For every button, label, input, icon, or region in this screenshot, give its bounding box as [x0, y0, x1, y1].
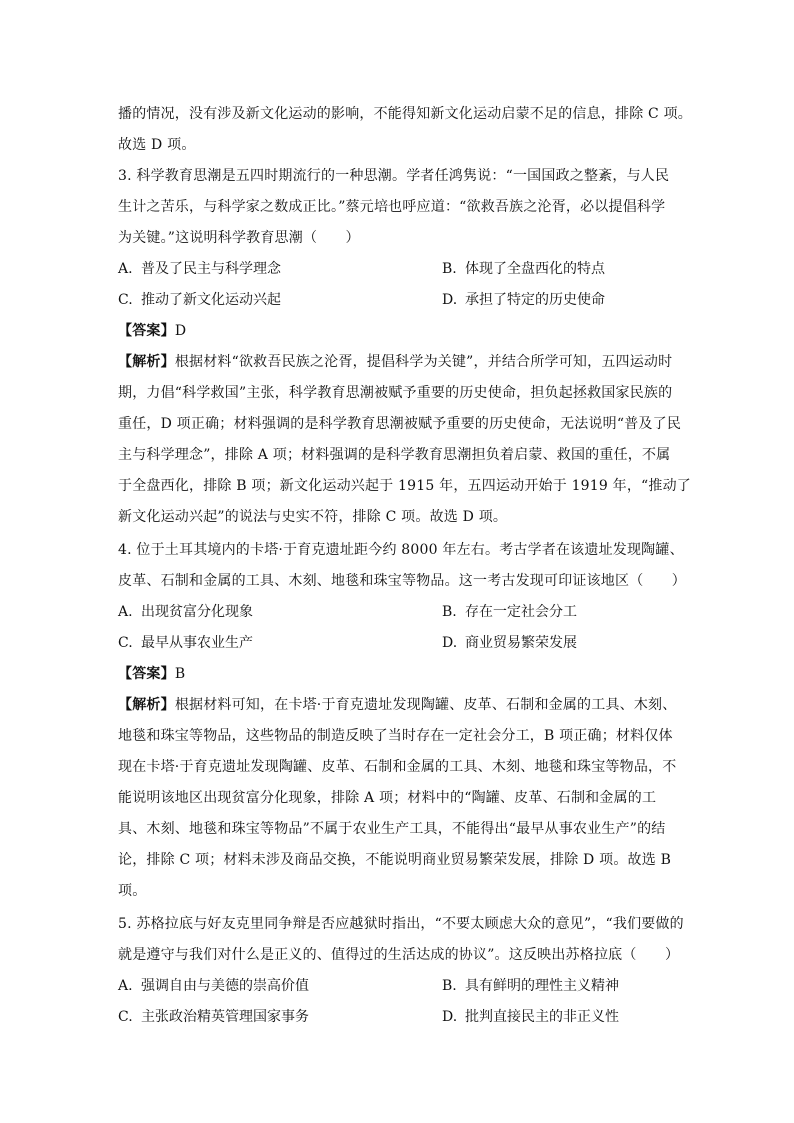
q4-option-b-letter: B. [442, 604, 457, 620]
q4-option-c-text: 最早从事农业生产 [141, 635, 253, 651]
q3-option-a-letter: A. [118, 261, 133, 277]
q4-option-c-letter: C. [118, 635, 133, 651]
q3-option-a-text: 普及了民主与科学理念 [141, 261, 281, 277]
q5-stem-line-2: 就是遵守与我们对什么是正义的、值得过的生活达成的协议”。这反映出苏格拉底（ ） [118, 947, 680, 963]
q3-analysis-line-1 [118, 354, 688, 370]
q4-option-d [442, 635, 577, 651]
q3-answer-label: 【答案】 [118, 323, 175, 339]
q3-option-c [118, 292, 281, 308]
q3-option-b [442, 261, 605, 277]
q3-option-b-letter: B. [442, 261, 457, 277]
q4-option-b-text: 存在一定社会分工 [465, 604, 577, 620]
q3-answer-value: D [174, 323, 187, 339]
q5-option-a [118, 978, 309, 994]
q4-option-a-letter: A. [118, 604, 133, 620]
q5-option-c-text: 主张政治精英管理国家事务 [141, 1009, 309, 1025]
q3-stem-line-1: 3. 科学教育思潮是五四时期流行的一种思潮。学者任鸿隽说：“一国国政之整紊，与人民 [118, 168, 670, 184]
q3-analysis-line-3: 重任，D 项正确；材料强调的是科学教育思潮被赋予重要的历史使命，无法说明“普及了民 [118, 416, 682, 432]
q4-option-a [118, 604, 253, 620]
q3-option-d-letter: D. [442, 292, 458, 308]
q5-option-d [442, 1009, 619, 1025]
prev-explanation-tail: 播的情况，没有涉及新文化运动的影响，不能得知新文化运动启蒙不足的信息，排除 C 项。 [118, 106, 693, 122]
q3-analysis-line-2: 期，力倡“科学救国”主张，科学教育思潮被赋予重要的历史使命，担负起拯救国家民族的 [118, 385, 673, 401]
q4-option-d-letter: D. [442, 635, 458, 651]
q3-option-a [118, 261, 281, 277]
q3-analysis-line-4: 主与科学理念”，排除 A 项；材料强调的是科学教育思潮担负着启蒙、救国的重任，不属 [118, 447, 671, 463]
q3-analysis-first: 根据材料“欲救吾民族之沦胥，提倡科学为关键”，并结合所学可知，五四运动时 [174, 354, 673, 370]
q3-analysis-line-5: 于全盘西化，排除 B 项；新文化运动兴起于 1915 年，五四运动开始于 1919 年，“推动了 [118, 478, 692, 494]
q4-analysis-line-7: 项。 [118, 883, 147, 899]
q4-analysis-line-5: 具、木刻、地毯和珠宝等物品”不属于农业生产工具，不能得出“最早从事农业生产”的结 [118, 821, 666, 837]
q4-analysis-first: 根据材料可知，在卡塔·于育克遗址发现陶罐、皮革、石制和金属的工具、木刻、 [174, 697, 677, 713]
q4-answer-label: 【答案】 [118, 666, 175, 682]
q3-option-c-text: 推动了新文化运动兴起 [141, 292, 281, 308]
q4-analysis-line-3: 现在卡塔·于育克遗址发现陶罐、皮革、石制和金属的工具、木刻、地毯和珠宝等物品，不 [118, 759, 677, 775]
q3-analysis-label: 【解析】 [118, 354, 175, 370]
q4-answer-value: B [174, 666, 186, 682]
q5-option-b-text: 具有鲜明的理性主义精神 [465, 978, 619, 994]
q3-stem-line-3: 为关键。”这说明科学教育思潮（ ） [118, 230, 360, 246]
q3-stem-line-2: 生计之苦乐，与科学家之数成正比。”蔡元培也呼应道：“欲救吾族之沦胥，必以提倡科学 [118, 199, 666, 215]
q5-option-c [118, 1009, 309, 1025]
q3-option-d-text: 承担了特定的历史使命 [465, 292, 605, 308]
q4-option-c [118, 635, 253, 651]
q5-option-d-letter: D. [442, 1009, 458, 1025]
q3-answer [118, 323, 688, 339]
q5-option-b [442, 978, 619, 994]
q4-stem-line-2: 皮革、石制和金属的工具、木刻、地毯和珠宝等物品。这一考古发现可印证该地区（ ） [118, 573, 686, 589]
q4-analysis-line-4: 能说明该地区出现贫富分化现象，排除 A 项；材料中的“陶罐、皮革、石制和金属的工 [118, 790, 657, 806]
q5-stem-line-1: 5. 苏格拉底与好友克里同争辩是否应越狱时指出，“不要太顾虑大众的意见”，“我们要做的 [118, 916, 684, 932]
q4-analysis-label: 【解析】 [118, 697, 175, 713]
q3-option-c-letter: C. [118, 292, 133, 308]
q5-option-a-text: 强调自由与美德的崇高价值 [141, 978, 309, 994]
q4-analysis-line-1 [118, 697, 688, 713]
q4-answer [118, 666, 688, 682]
q4-option-a-text: 出现贫富分化现象 [141, 604, 253, 620]
q5-option-c-letter: C. [118, 1009, 133, 1025]
q5-option-a-letter: A. [118, 978, 133, 994]
q3-option-b-text: 体现了全盘西化的特点 [465, 261, 605, 277]
q3-option-d [442, 292, 605, 308]
prev-conclusion: 故选 D 项。 [118, 137, 196, 153]
q4-option-d-text: 商业贸易繁荣发展 [465, 635, 577, 651]
q5-option-b-letter: B. [442, 978, 457, 994]
q5-option-d-text: 批判直接民主的非正义性 [465, 1009, 619, 1025]
q3-analysis-line-6: 新文化运动兴起”的说法与史实不符，排除 C 项。故选 D 项。 [118, 509, 508, 525]
q4-stem-line-1: 4. 位于土耳其境内的卡塔·于育克遗址距今约 8000 年左右。考古学者在该遗址发现陶罐、 [118, 542, 684, 558]
q4-analysis-line-6: 论，排除 C 项；材料未涉及商品交换，不能说明商业贸易繁荣发展，排除 D 项。故选 B [118, 852, 672, 868]
q4-option-b [442, 604, 577, 620]
q4-analysis-line-2: 地毯和珠宝等物品，这些物品的制造反映了当时存在一定社会分工，B 项正确；材料仅体 [118, 728, 673, 744]
